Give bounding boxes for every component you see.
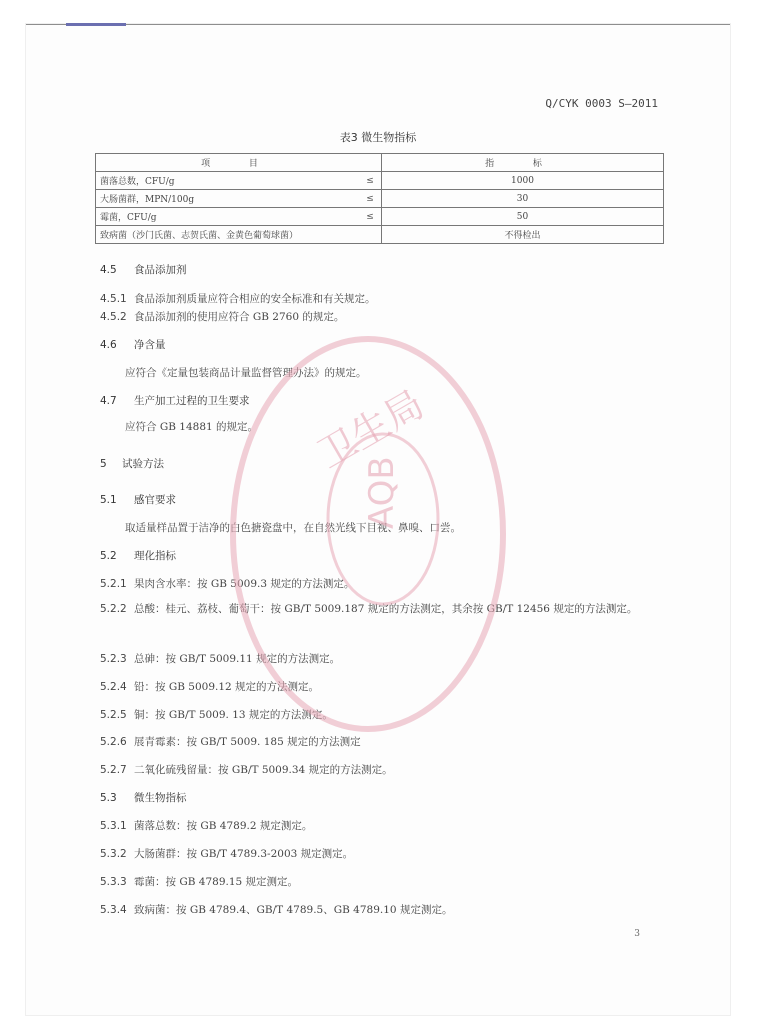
section-paragraph: 5.3.1 菌落总数：按 GB 4789.2 规定测定。 bbox=[100, 820, 313, 832]
section-paragraph: 5.2.4 铅：按 GB 5009.12 规定的方法测定。 bbox=[100, 681, 320, 693]
table-cell-item: 致病菌（沙门氏菌、志贺氏菌、金黄色葡萄球菌） bbox=[96, 226, 360, 244]
section-heading: 4.7 生产加工过程的卫生要求 bbox=[100, 395, 250, 407]
section-paragraph: 5.2.1 果肉含水率：按 GB 5009.3 规定的方法测定。 bbox=[100, 578, 355, 590]
table-header-row bbox=[96, 154, 664, 172]
page-top-marker bbox=[66, 23, 126, 26]
table-header-item: 项 目 bbox=[96, 154, 382, 172]
table-cell-operator bbox=[359, 226, 382, 244]
section-paragraph: 5.2.5 铜：按 GB/T 5009. 13 规定的方法测定。 bbox=[100, 709, 333, 721]
section-paragraph: 应符合《定量包装商品计量监督管理办法》的规定。 bbox=[125, 367, 367, 379]
section-paragraph: 应符合 GB 14881 的规定。 bbox=[125, 421, 259, 433]
section-paragraph: 5.2.3 总砷：按 GB/T 5009.11 规定的方法测定。 bbox=[100, 653, 341, 665]
table-row bbox=[96, 190, 664, 208]
table-cell-item: 菌落总数，CFU/g bbox=[96, 172, 360, 190]
table-cell-operator: ≤ bbox=[359, 190, 382, 208]
table-cell-item: 霉菌，CFU/g bbox=[96, 208, 360, 226]
section-paragraph: 5.3.4 致病菌：按 GB 4789.4、GB/T 4789.5、GB 4789.10 规定测定。 bbox=[100, 904, 453, 916]
section-paragraph: 5.2.2 总酸：桂元、荔枝、葡萄干：按 GB/T 5009.187 规定的方法测定，其余按 GB/T 12456 规定的方法测定。 bbox=[100, 603, 638, 615]
section-heading: 4.6 净含量 bbox=[100, 339, 166, 351]
table-caption: 表3 微生物指标 bbox=[339, 131, 417, 144]
page-number: 3 bbox=[634, 929, 640, 939]
section-paragraph: 4.5.2 食品添加剂的使用应符合 GB 2760 的规定。 bbox=[100, 311, 345, 323]
section-paragraph: 4.5.1 食品添加剂质量应符合相应的安全标准和有关规定。 bbox=[100, 293, 376, 305]
table-cell-value: 1000 bbox=[382, 172, 664, 190]
table-cell-value: 30 bbox=[382, 190, 664, 208]
document-code: Q/CYK 0003 S—2011 bbox=[545, 97, 658, 110]
section-paragraph: 5.2.6 展青霉素：按 GB/T 5009. 185 规定的方法测定 bbox=[100, 736, 361, 748]
section-paragraph: 5.3.2 大肠菌群：按 GB/T 4789.3-2003 规定测定。 bbox=[100, 848, 354, 860]
table-cell-operator: ≤ bbox=[359, 172, 382, 190]
section-heading: 5.2 理化指标 bbox=[100, 550, 176, 562]
table-row bbox=[96, 226, 664, 244]
document-page bbox=[26, 24, 730, 1015]
section-heading: 5.1 感官要求 bbox=[100, 494, 176, 506]
microbiology-table bbox=[95, 153, 664, 244]
section-heading: 5.3 微生物指标 bbox=[100, 792, 187, 804]
section-paragraph: 5.3.3 霉菌：按 GB 4789.15 规定测定。 bbox=[100, 876, 299, 888]
seal-text-side: AQB bbox=[362, 456, 402, 529]
table-cell-value: 不得检出 bbox=[382, 226, 664, 244]
section-paragraph: 取适量样品置于洁净的白色搪瓷盘中，在自然光线下目视、鼻嗅、口尝。 bbox=[125, 522, 461, 534]
section-heading: 5 试验方法 bbox=[100, 458, 164, 470]
table-cell-item: 大肠菌群，MPN/100g bbox=[96, 190, 360, 208]
section-heading: 4.5 食品添加剂 bbox=[100, 264, 187, 276]
table-cell-value: 50 bbox=[382, 208, 664, 226]
seal-text-top: 卫生局 bbox=[310, 381, 432, 477]
table-row bbox=[96, 172, 664, 190]
table-header-value: 指 标 bbox=[382, 154, 664, 172]
table-row bbox=[96, 208, 664, 226]
table-cell-operator: ≤ bbox=[359, 208, 382, 226]
section-paragraph: 5.2.7 二氧化硫残留量：按 GB/T 5009.34 规定的方法测定。 bbox=[100, 764, 393, 776]
